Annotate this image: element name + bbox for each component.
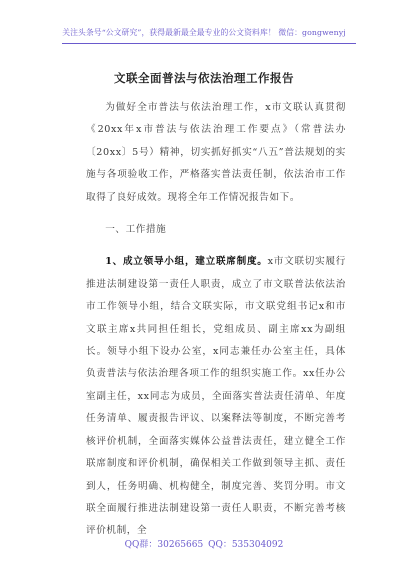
intro-paragraph: 为做好全市普法与依法治理工作，x市文联认真贯彻《20xx年x市普法与依法治理工作要点》（常普法办〔20xx〕5号）精神，切实抓好抓实“八五”普法规划的实施与各项验收工作，严格落实普法责任制，依法治市工作取得了良好成效。现将全年工作情况报告如下。: [86, 102, 346, 203]
item1-lead: 1、成立领导小组，建立联席制度。: [105, 256, 268, 268]
document-title: 文联全面普法与依法治理工作报告: [114, 71, 294, 85]
footer-contact: QQ群：30265665 QQ：535304092: [124, 540, 284, 550]
header-divider: [62, 43, 356, 44]
section-heading: 一、工作措施: [105, 224, 167, 236]
header-notice: 关注头条号“公文研究”，获得最新最全最专业的公文资料库！ 微信：gongwenyj: [62, 28, 346, 37]
item1-paragraph: [86, 251, 346, 542]
document-body: [86, 97, 346, 543]
item1-body: x市文联切实履行推进法制建设第一责任人职责，成立了市文联普法依法治市工作领导小组，结合文联实际，市文联党组书记x和市文联主席x共同担任组长，党组成员、副主席xx为副组长。领导小组下设办公室，x同志兼任办公室主任，具体负责普法与依法治理各项工作的组织实施工作。xx任办公室副主任，xx同志为成员，全面落实普法责任清单、年度任务清单、履责报告评议、以案释法等制度，不断完善考核评价机制，全面落实媒体公益普法责任，建立健全工作联席制度和评价机制，确保相关工作做到领导主抓、责任到人，任务明确、机构健全，制度完善、奖罚分明。市文联全面履行推进法制建设第一责任人职责，不断完善考核评价机制，全: [86, 256, 346, 537]
